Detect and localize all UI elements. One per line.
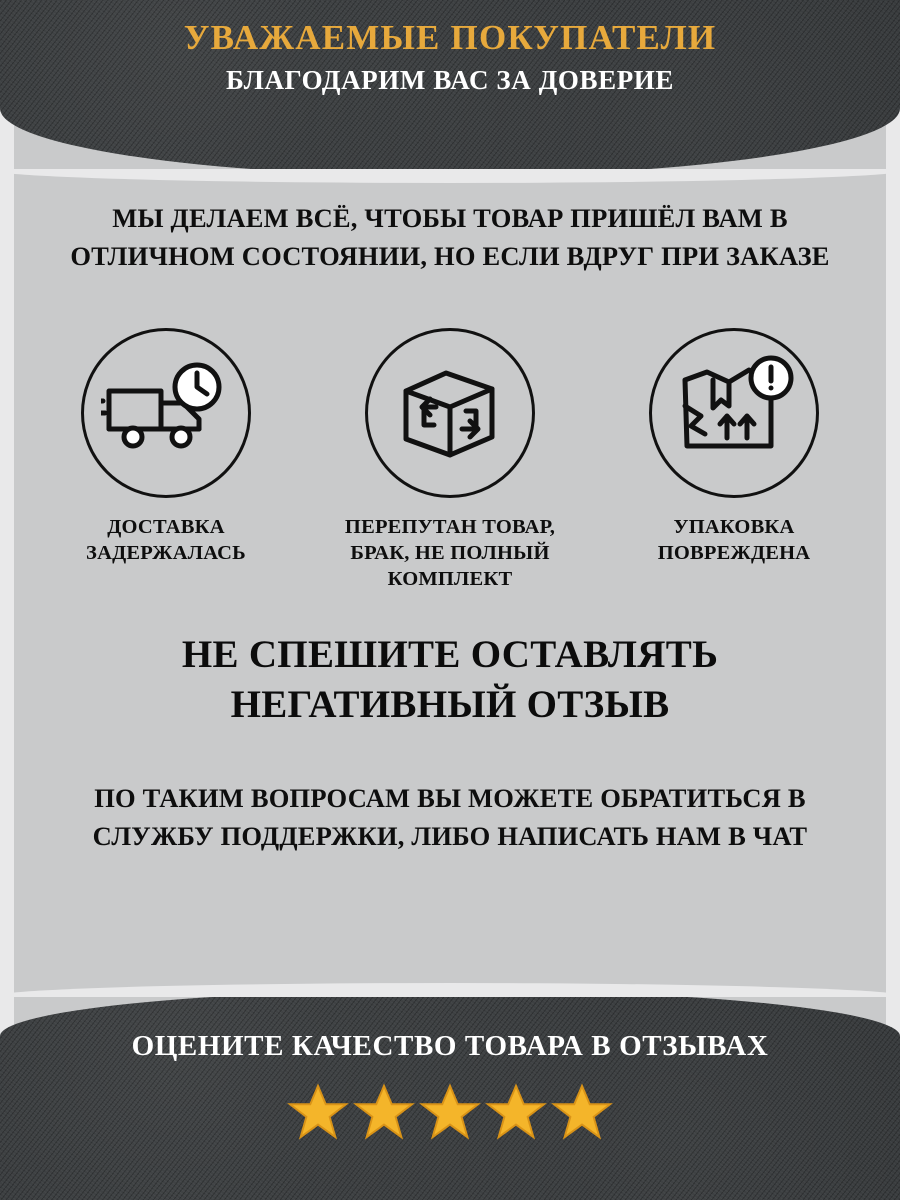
star-icon[interactable] — [287, 1082, 349, 1142]
delivery-truck-clock-icon — [81, 328, 251, 498]
box-return-arrow-icon — [365, 328, 535, 498]
issue-caption: ПЕРЕПУТАН ТОВАР, БРАК, НЕ ПОЛНЫЙ КОМПЛЕКТ — [344, 516, 556, 591]
footer-title: ОЦЕНИТЕ КАЧЕСТВО ТОВАРА В ОТЗЫВАХ — [131, 1030, 769, 1062]
intro-text: МЫ ДЕЛАЕМ ВСЁ, ЧТОБЫ ТОВАР ПРИШЁЛ ВАМ В ОТЛИЧНОМ СОСТОЯНИИ, НО ЕСЛИ ВДРУГ ПРИ ЗАКАЗЕ — [70, 203, 830, 271]
issues-row — [40, 328, 860, 593]
star-icon[interactable] — [485, 1082, 547, 1142]
star-icon[interactable] — [353, 1082, 415, 1142]
page-title: УВАЖАЕМЫЕ ПОКУПАТЕЛИ — [183, 18, 717, 57]
left-edge-strip — [0, 0, 14, 1200]
issue-caption: УПАКОВКА ПОВРЕЖДЕНА — [657, 516, 811, 565]
issue-caption: ДОСТАВКА ЗАДЕРЖАЛАСЬ — [86, 516, 246, 565]
right-edge-strip — [886, 0, 900, 1200]
star-icon[interactable] — [551, 1082, 613, 1142]
star-icon[interactable] — [419, 1082, 481, 1142]
support-text: ПО ТАКИМ ВОПРОСАМ ВЫ МОЖЕТЕ ОБРАТИТЬСЯ В СЛУЖБУ ПОДДЕРЖКИ, ЛИБО НАПИСАТЬ НАМ В ЧАТ — [92, 783, 808, 851]
damaged-package-icon — [649, 328, 819, 498]
header-subtitle: БЛАГОДАРИМ ВАС ЗА ДОВЕРИЕ — [225, 65, 675, 96]
issue-item-wrong-goods — [324, 328, 576, 593]
issue-item-damaged-package — [608, 328, 860, 566]
footer — [0, 1028, 900, 1142]
rating-stars[interactable] — [0, 1082, 900, 1142]
header — [0, 18, 900, 97]
main-heading: НЕ СПЕШИТЕ ОСТАВЛЯТЬ НЕГАТИВНЫЙ ОТЗЫВ — [181, 633, 719, 726]
issue-item-delivery — [40, 328, 292, 566]
